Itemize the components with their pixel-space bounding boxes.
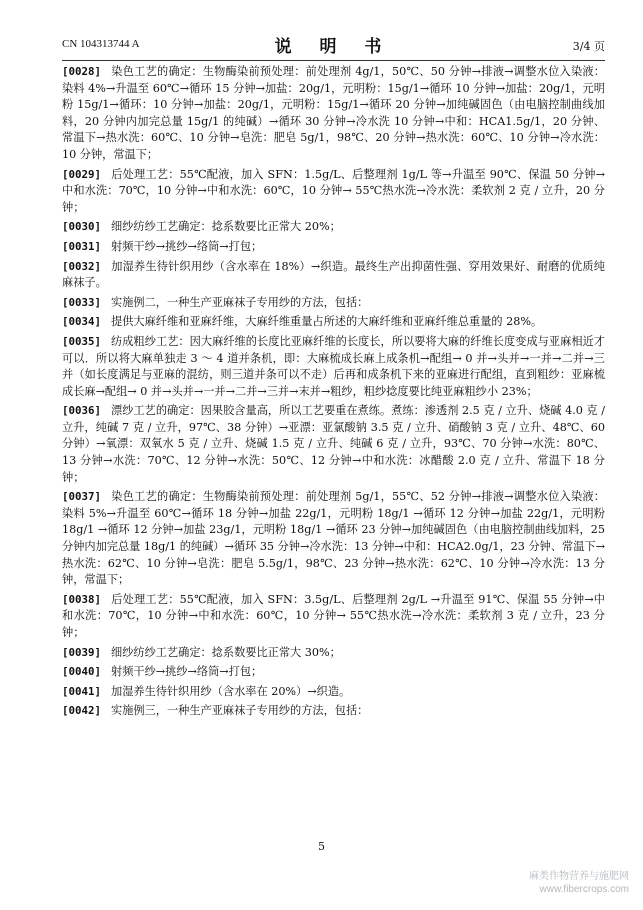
paragraph-0029 [62,167,605,217]
watermark-site-name: 麻类作物营养与施肥网 [529,871,629,882]
paragraph-text: 射频干纱→挑纱→络筒→打包； [111,239,263,253]
paragraph-number: [0037] [62,490,102,504]
document-number: CN 104313744 A [62,38,140,50]
watermark [529,870,629,896]
paragraph-text: 加湿养生待针织用纱（含水率在 20%）→织造。 [111,684,351,698]
paragraph-text: 细纱纺纱工艺确定：捻系数要比正常大 20%； [111,220,341,234]
paragraph-text: 后处理工艺：55℃配液，加入 SFN：3.5g/L、后整理剂 2g/L →升温至 91℃、保温 55 分钟→中和水洗：70℃，10 分钟→中和水洗：60℃，10 分钟→ 55℃热水洗→冷水洗：柔软剂 3 克 / 立升，23 分钟； [62,592,605,639]
paragraph-text: 射频干纱→挑纱→络筒→打包； [111,665,263,679]
page-number: 5 [318,840,325,853]
paragraph-text: 实施例三，一种生产亚麻袜子专用纱的方法，包括： [111,704,369,718]
document-body [62,64,605,723]
paragraph-text: 提供大麻纤维和亚麻纤维，大麻纤维重量占所述的大麻纤维和亚麻纤维总重量的 28%。 [111,315,543,329]
paragraph-0031 [62,239,605,256]
paragraph-0030 [62,219,605,236]
paragraph-0036 [62,403,605,486]
paragraph-number: [0036] [62,404,102,418]
paragraph-0042 [62,703,605,720]
paragraph-0028 [62,64,605,164]
paragraph-0033 [62,295,605,312]
paragraph-number: [0029] [62,167,102,181]
paragraph-0038 [62,592,605,642]
paragraph-number: [0041] [62,684,102,698]
paragraph-text: 漂纱工艺的确定：因果胶含量高，所以工艺要重在煮练。煮练：渗透剂 2.5 克 / 立升、烧碱 4.0 克 / 立升，纯碱 7 克 / 立升，97℃、38 分钟）→亚漂：亚氯酸钠 3.5 克 / 立升、硝酸钠 3 克 / 立升、48℃、60 分钟）→氧漂：双氧水 5 克 / 立升、烧碱 1.5 克 / 立升、纯碱 6 克 / 立升，93℃、70 分钟→水洗：80℃、13 分钟→水洗：70℃、12 分钟→水洗：50℃、12 分钟→中和水洗：冰醋酸 2.0 克 / 立升、常温下 18 分钟； [62,404,605,484]
paragraph-text: 细纱纺纱工艺确定：捻系数要比正常大 30%； [111,645,341,659]
paragraph-number: [0039] [62,645,102,659]
page-header [62,30,605,61]
paragraph-0034 [62,314,605,331]
paragraph-number: [0042] [62,704,102,718]
paragraph-0040 [62,664,605,681]
page-indicator: 3/4 页 [572,40,605,53]
paragraph-0032 [62,259,605,292]
paragraph-0041 [62,684,605,701]
paragraph-text: 实施例二，一种生产亚麻袜子专用纱的方法，包括： [111,295,369,309]
paragraph-0039 [62,645,605,662]
paragraph-number: [0030] [62,220,102,234]
paragraph-number: [0033] [62,295,102,309]
paragraph-0037 [62,489,605,589]
paragraph-text: 染色工艺的确定：生物酶染前预处理：前处理剂 4g/1，50℃、50 分钟→排液→调整水位入染液：染料 4%→升温至 60℃→循环 15 分钟→加盐：20g/1，元明粉：15g/1→循环 10 分钟→加盐：20g/1，元明粉 15g/1→循环：10 分钟→加盐：20g/1，元明粉：15g/1→循环 20 分钟→加纯碱固色（由电脑控制曲线加料，20 分钟内加完总量 15g/1 的纯碱）→循环 30 分钟→冷水洗 10 分钟→中和：HCA1.5g/1，20 分钟、常温下→热水洗：60℃、10 分钟→皂洗：肥皂 5g/1，98℃、20 分钟→热水洗：60℃、10 分钟→冷水洗：10 分钟，常温下； [62,65,605,161]
paragraph-number: [0038] [62,592,102,606]
paragraph-number: [0032] [62,259,102,273]
paragraph-text: 染色工艺的确定：生物酶染前预处理：前处理剂 5g/1，55℃、52 分钟→排液→调整水位入染液：染料 5%→升温至 60℃→循环 18 分钟→加盐 22g/1，元明粉 18g/1 →循环 12 分钟→加盐 22g/1，元明粉 18g/1 →循环 12 分钟→加盐 23g/1，元明粉 18g/1 →循环 23 分钟→加纯碱固色（由电脑控制曲线加料，25 分钟内加完总量 18g/1 的纯碱）→循环 35 分钟→冷水洗：13 分钟→中和：HCA2.0g/1，23 分钟、常温下→热水洗：62℃、10 分钟→皂洗：肥皂 5.5g/1，98℃、23 分钟→热水洗：62℃、10 分钟→冷水洗：13 分钟，常温下； [62,490,605,587]
paragraph-number: [0035] [62,334,102,348]
paragraph-0035 [62,334,605,400]
paragraph-text: 加湿养生待针织用纱（含水率在 18%）→织造。最终生产出抑菌性强、穿用效果好、耐磨的优质纯麻袜子。 [62,259,605,290]
document-title: 说 明 书 [274,37,393,57]
paragraph-text: 后处理工艺：55℃配液，加入 SFN：1.5g/L、后整理剂 1g/L 等→升温至 90℃、保温 50 分钟→中和水洗：70℃，10 分钟→中和水洗：60℃，10 分钟→ 55℃热水洗→冷水洗：柔软剂 2 克 / 立升，20 分钟； [62,167,605,214]
paragraph-number: [0034] [62,315,102,329]
paragraph-text: 纺成粗纱工艺：因大麻纤维的长度比亚麻纤维的长度长，所以要将大麻的纤维长度变成与亚麻相近才可以．所以将大麻单独走 3 ～ 4 道并条机，即：大麻梳成长麻上成条机→配组→ 0 并→头并→一并→二并→三并（如长度满足与亚麻的混纺，则三道并条可以不走）后再和成条机下来的亚麻进行配组，直到粗纱：亚麻梳成长麻→配组→ 0 并→头并→一并→二并→三并→末并→粗纱，粗纱捻度要比纯亚麻粗纱小 23%； [62,334,605,398]
paragraph-number: [0028] [62,65,102,78]
paragraph-number: [0031] [62,239,102,253]
paragraph-number: [0040] [62,665,102,679]
watermark-url: www.fibercrops.com [539,884,629,895]
